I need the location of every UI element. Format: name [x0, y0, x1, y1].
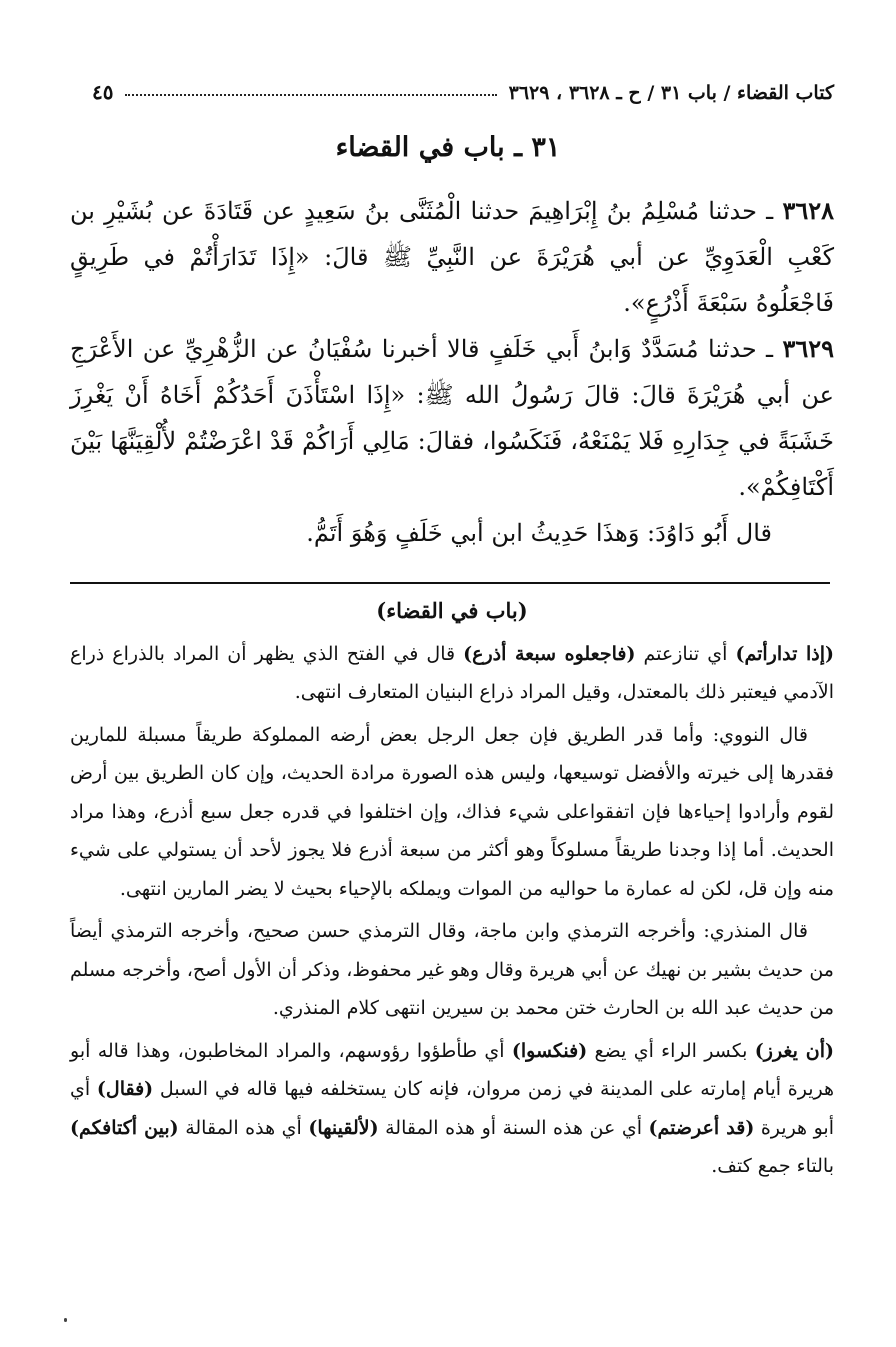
commentary-paragraph: [70, 1032, 834, 1186]
running-title: كتاب القضاء / باب ٣١ / ح ـ ٣٦٢٨ ، ٣٦٢٩: [508, 82, 834, 104]
commentary-paragraph: قال النووي: وأما قدر الطريق فإن جعل الرجل بعض أرضه المملوكة طريقاً مسبلة للمارين فقدرها إلى خيرته والأفضل توسيعها، وليس هذه الصورة مرادة الحديث، وإن كان الطريق بين أرض لقوم وأرادوا إحياءها فإن اتفقواعلى شيء فذاك، وإن اختلفوا في قدره جعل سبع أذرع، وهذا مراد الحديث. أما إذا وجدنا طريقاً مسلوكاً وهو أكثر من سبعة أذرع فلا يجوز لأحد أن يستولي على شيء منه وإن قل، لكن له عمارة ما حواليه من الموات ويملكه بالإحياء بحيث لا يضر المارين انتهى.: [70, 723, 834, 900]
quoted-phrase: (فنكسوا): [511, 1039, 588, 1062]
abu-dawud-note: قال أَبُو دَاوُدَ: وَهذَا حَدِيثُ ابن أبي خَلَفٍ وَهُوَ أَتَمُّ.: [306, 519, 772, 547]
commentary-text: أي أبو هريرة: [70, 1078, 834, 1139]
commentary-text: بكسر الراء أي يضع: [587, 1039, 755, 1062]
hadith-number: ٣٦٢٩: [782, 334, 834, 363]
quoted-phrase: (لألقينها): [308, 1116, 379, 1139]
commentary-text: أي عن هذه السنة أو هذه المقالة: [378, 1116, 649, 1139]
commentary-title: (باب في القضاء): [376, 598, 528, 623]
commentary-text: بالتاء جمع كتف.: [711, 1155, 834, 1177]
commentary-text: أي طأطؤوا رؤوسهم، والمراد المخاطبون، وهذا قاله أبو هريرة أيام إمارته على المدينة في زمن مروان، فإنه كان يستخلفه فيها قاله في السبل: [70, 1039, 834, 1100]
commentary-paragraph: [70, 635, 834, 712]
quoted-phrase: (أن يغرز): [754, 1039, 834, 1062]
hadith-3628: [70, 188, 834, 326]
hadith-text: ـ حدثنا مُسَدَّدٌ وَابنُ أَبي خَلَفٍ قالا أخبرنا سُفْيَانُ عن الزُّهْرِيِّ عن الأَعْرَجِ عن أبي هُرَيْرَةَ قالَ: قالَ رَسُولُ الله ﷺ: «إِذَا اسْتَأْذَنَ أَحَدُكُمْ أَخَاهُ أَنْ يَغْرِزَ خَشَبَةً في جِدَارِهِ فَلا يَمْنَعْهُ، فَنَكَسُوا، فقالَ: مَالِي أَرَاكُمْ قَدْ اعْرَضْتُمْ لأُلْقِيَنَّهَا بَيْنَ أَكْتَافِكُمْ».: [70, 335, 834, 501]
quoted-phrase: (إذا تدارأتم): [735, 642, 835, 665]
quoted-phrase: (فاجعلوه سبعة أذرع): [463, 642, 636, 665]
commentary-paragraph: قال المنذري: وأخرجه الترمذي وابن ماجة، وقال الترمذي حسن صحيح، وأخرجه الترمذي أيضاً من حديث بشير بن نهيك عن أبي هريرة وقال وهو غير محفوظ، وذكر أن الأول أصح، وأخرجه مسلم من حديث عبد الله بن الحارث ختن محمد بن سيرين انتهى كلام المنذري.: [70, 920, 834, 1019]
hadith-text: ـ حدثنا مُسْلِمُ بنُ إِبْرَاهِيمَ حدثنا الْمُثَنَّى بنُ سَعِيدٍ عن قَتَادَةَ عن بُشَيْرِ بن كَعْبِ الْعَدَوِيِّ عن أبي هُرَيْرَةَ عن النَّبِيِّ ﷺ قالَ: «إِذَا تَدَارَأْتُمْ في طَرِيقٍ فَاجْعَلُوهُ سَبْعَةَ أَذْرُعٍ».: [70, 197, 834, 317]
section-divider: [70, 582, 830, 584]
header-dot-leader: [125, 94, 496, 96]
commentary: [70, 592, 834, 1190]
hadith-3629: [70, 326, 834, 510]
commentary-text: أي هذه المقالة: [178, 1116, 309, 1139]
chapter-title: ٣١ ـ باب في القضاء: [335, 132, 561, 163]
quoted-phrase: (بين أكتافكم): [70, 1116, 179, 1139]
commentary-text: قال في الفتح الذي يظهر أن المراد بالذراع ذراع الآدمي فيعتبر ذلك بالمعتدل، وقيل المراد ذراع البنيان المتعارف انتهى.: [70, 642, 834, 703]
hadith-number: ٣٦٢٨: [782, 196, 834, 225]
quoted-phrase: (قد أعرضتم): [648, 1116, 755, 1139]
commentary-text: أي تنازعتم: [635, 642, 736, 665]
page-number: ٤٥: [92, 80, 114, 104]
quoted-phrase: (فقال): [96, 1078, 154, 1100]
running-header: [92, 70, 834, 104]
hadith-block: [70, 188, 834, 556]
print-speck: [64, 1318, 67, 1322]
